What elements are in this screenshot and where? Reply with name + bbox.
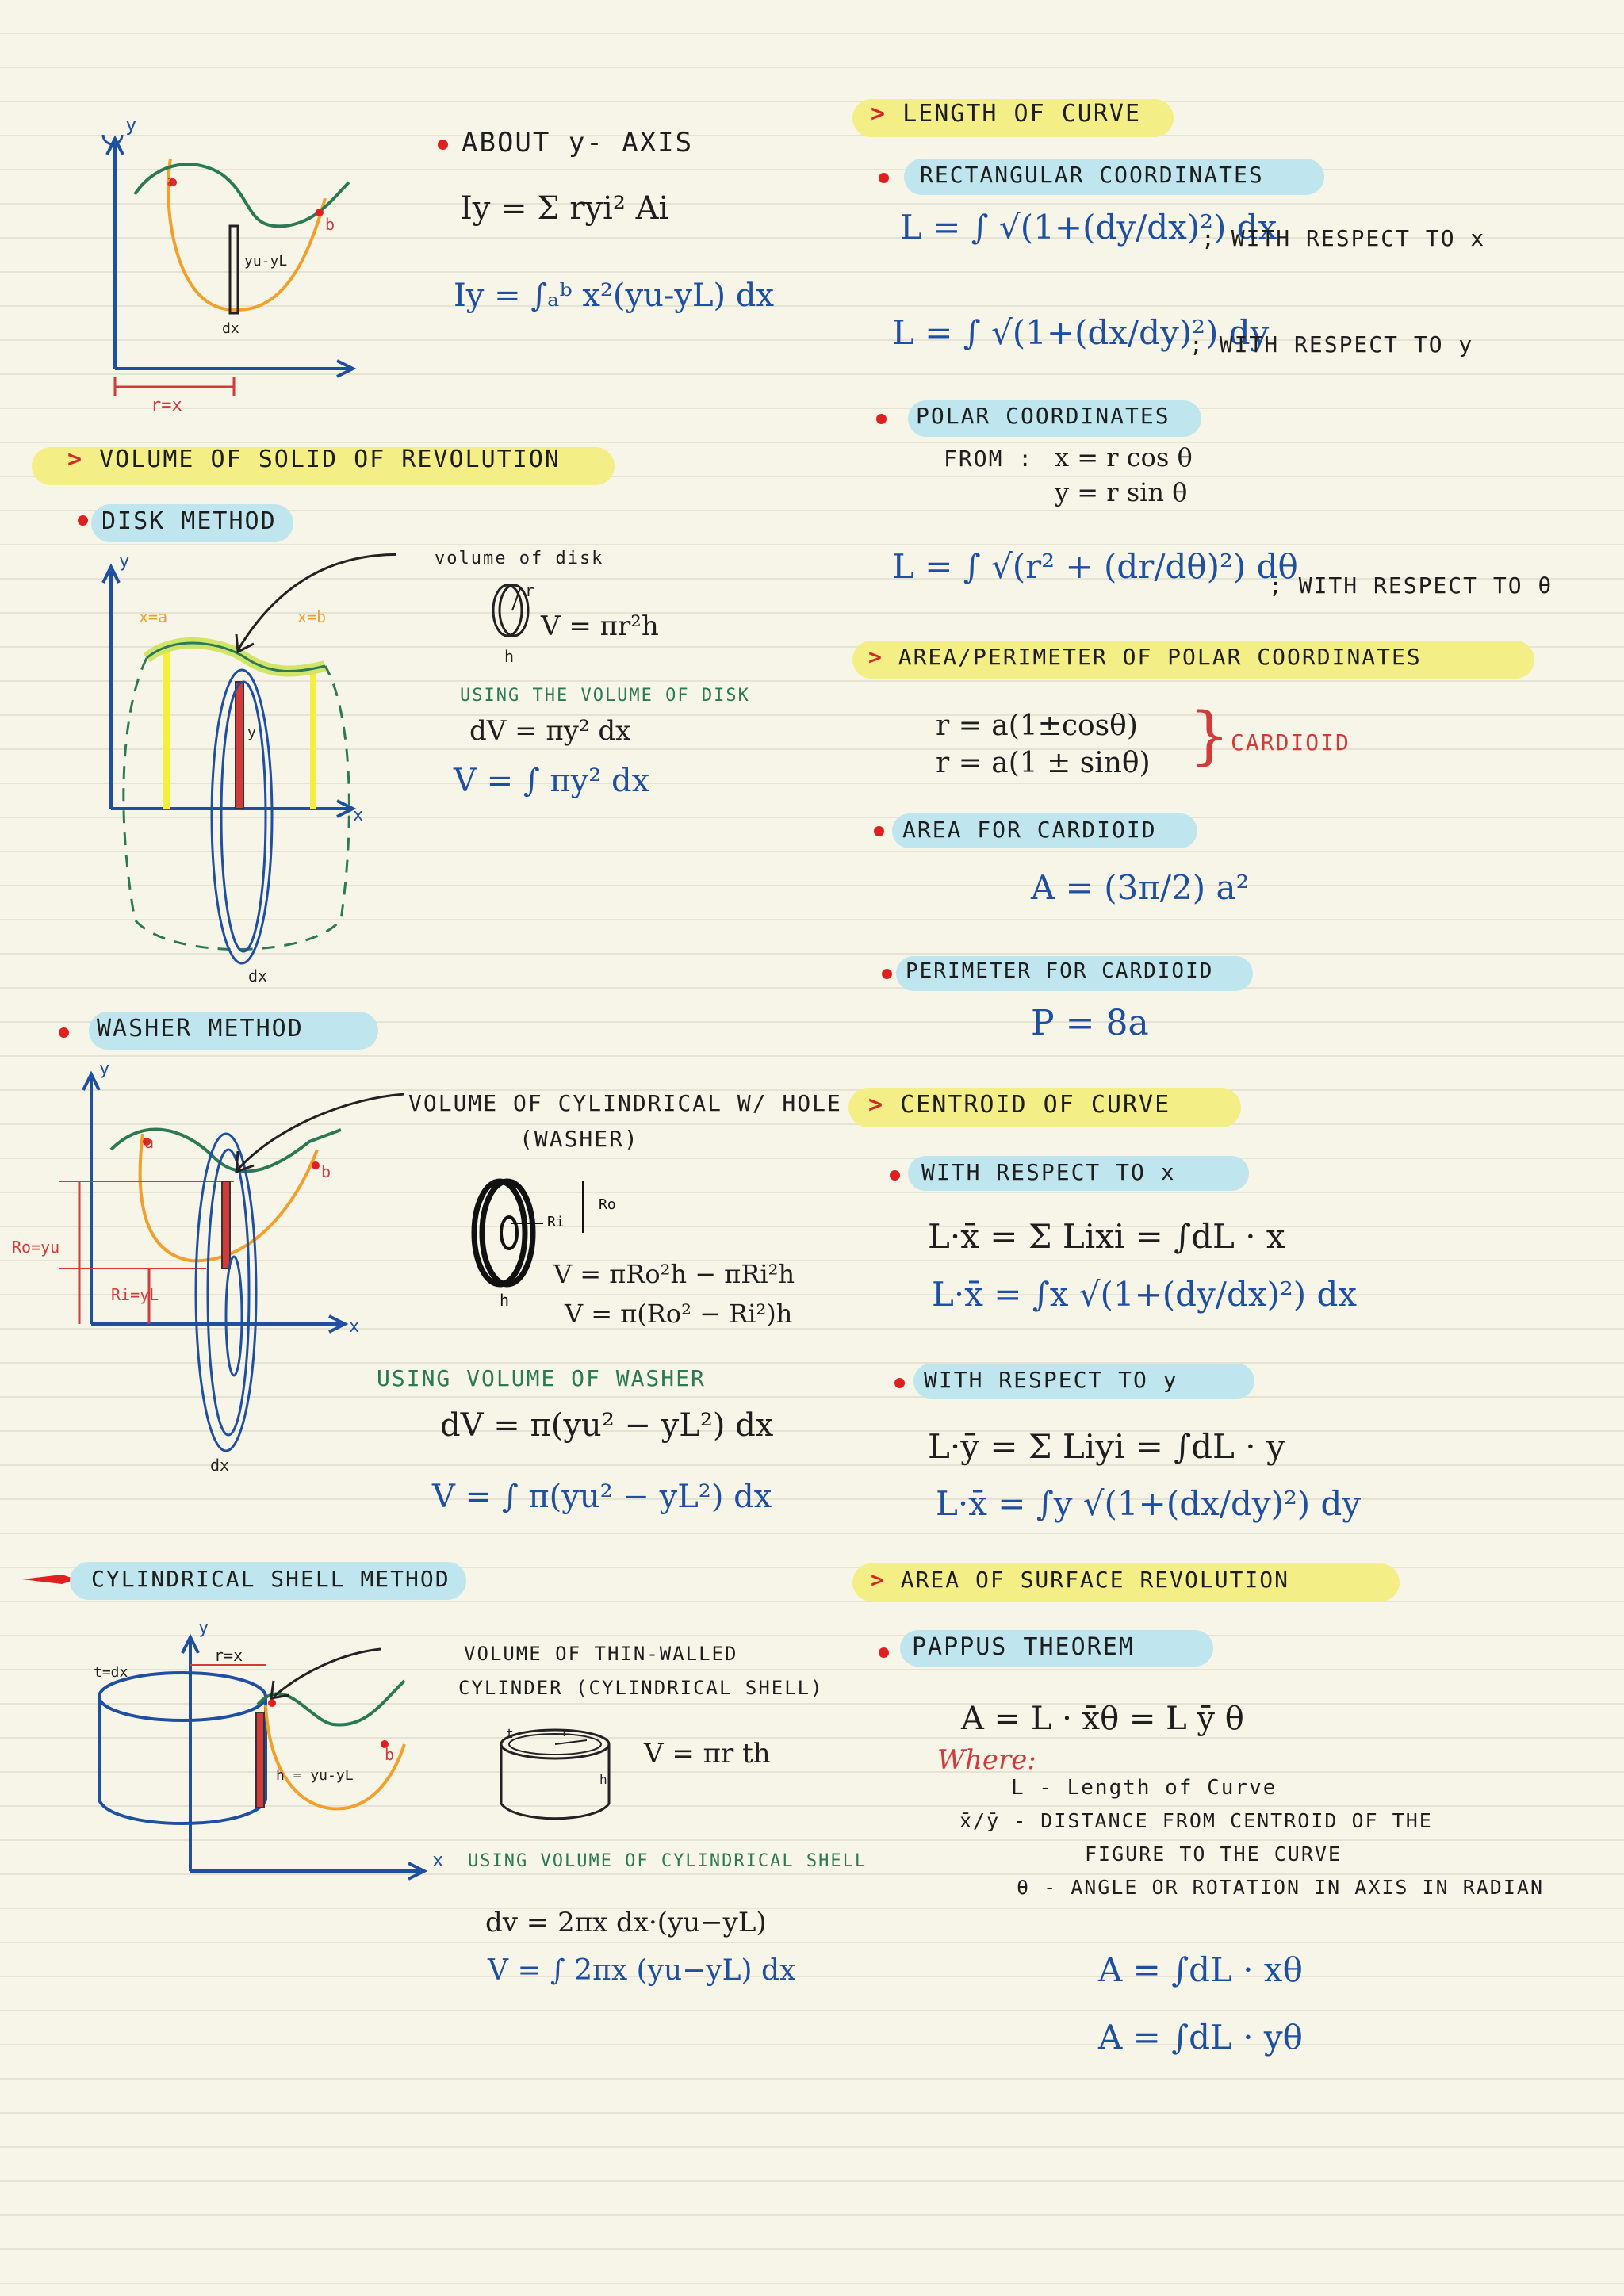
using-washer-label: USING VOLUME OF WASHER	[377, 1365, 706, 1391]
pappus-formula: A = L · x̄θ = L ȳ θ	[961, 1701, 1244, 1737]
section-arrow-icon: >	[868, 644, 883, 670]
bullet-dot	[78, 515, 88, 526]
cardioid-brace: }	[1189, 698, 1230, 772]
about-y-axis-heading: ABOUT y- AXIS	[462, 127, 694, 159]
t-equals-dx-label: t=dx	[94, 1664, 128, 1681]
ri-small-label: Ri	[547, 1214, 565, 1230]
shell-dv-formula: dv = 2πx dx·(yu−yL)	[485, 1907, 767, 1938]
shell-volume-label-2: CYLINDER (CYLINDRICAL SHELL)	[458, 1677, 824, 1699]
dx-label: dx	[222, 320, 239, 337]
disk-method-heading: DISK METHOD	[102, 507, 277, 535]
def-distance-cont: FIGURE TO THE CURVE	[1085, 1843, 1342, 1866]
axis-x-label: x	[353, 806, 364, 825]
surface-title-text: AREA OF SURFACE REVOLUTION	[900, 1567, 1290, 1593]
centroid-y-formula-2: L·x̄ = ∫y √(1+(dx/dy)²) dy	[936, 1484, 1362, 1523]
point-b-label: b	[325, 215, 335, 234]
bullet-dot	[438, 140, 448, 150]
def-distance: x̄/ȳ - DISTANCE FROM CENTROID OF THE	[959, 1809, 1433, 1832]
area-cardioid-formula: A = (3π/2) a²	[1031, 868, 1250, 907]
volume-of-disk-label: volume of disk	[435, 549, 604, 568]
from-label: FROM :	[944, 446, 1034, 472]
bullet-dot	[59, 1027, 69, 1038]
section-arrow-icon: >	[871, 100, 887, 128]
length-title	[871, 100, 1141, 128]
rectangular-coordinates-heading: RECTANGULAR COORDINATES	[920, 162, 1264, 188]
from-y-equation: y = r sin θ	[1055, 477, 1188, 507]
bullet-dot	[882, 969, 892, 979]
washer-method-diagram	[8, 1054, 404, 1475]
shell-volume-formula: V = πr th	[644, 1738, 771, 1770]
point-a-label: a	[167, 171, 177, 190]
axis-y-label: y	[119, 552, 130, 572]
point-a-label: a	[144, 1133, 155, 1152]
polar-coordinates-heading: POLAR COORDINATES	[916, 403, 1170, 429]
washer-dv-formula: dV = π(yu² − yL²) dx	[440, 1407, 774, 1444]
length-note-y: ; WITH RESPECT TO y	[1189, 331, 1474, 358]
ri-equals-yl-label: Ri=yL	[111, 1285, 159, 1304]
point-b-label: b	[321, 1162, 331, 1181]
strip-y-label: y	[247, 725, 256, 741]
bullet-dot	[876, 414, 887, 424]
disk-v-formula: V = ∫ πy² dx	[454, 763, 650, 799]
cardioid-label: CARDIOID	[1231, 729, 1350, 756]
centroid-y-formula-1: L·ȳ = Σ Liyi = ∫dL · y	[928, 1427, 1285, 1466]
length-note-theta: ; WITH RESPECT TO θ	[1269, 572, 1553, 599]
cardioid-eq-2: r = a(1 ± sinθ)	[936, 747, 1151, 779]
vsr-title	[67, 446, 561, 473]
axis-y-label: y	[125, 113, 137, 136]
shell-r-label: r	[561, 1724, 569, 1739]
r-equals-x-label: r=x	[214, 1646, 243, 1665]
def-length: L - Length of Curve	[1011, 1776, 1277, 1800]
x-equals-b-label: x=b	[297, 607, 327, 626]
washer-formula-2: V = π(Ro² − Ri²)h	[565, 1299, 793, 1329]
disk-dv-formula: dV = πy² dx	[469, 715, 631, 747]
length-title-text: LENGTH OF CURVE	[902, 100, 1142, 128]
bullet-dot	[879, 1647, 889, 1658]
washer-method-heading: WASHER METHOD	[97, 1015, 304, 1043]
shell-volume-label-1: VOLUME OF THIN-WALLED	[464, 1643, 738, 1665]
length-formula-x: L = ∫ √(1+(dy/dx)²) dx	[900, 208, 1277, 247]
moment-sum-formula: Iy = Σ ryi² Ai	[460, 190, 669, 227]
centroid-title	[868, 1091, 1170, 1119]
shell-t-label: t	[506, 1726, 514, 1741]
washer-sketch	[464, 1169, 630, 1312]
perimeter-cardioid-heading: PERIMETER FOR CARDIOID	[906, 959, 1214, 983]
pappus-heading: PAPPUS THEOREM	[912, 1633, 1135, 1661]
using-shell-label: USING VOLUME OF CYLINDRICAL SHELL	[468, 1851, 868, 1871]
shell-x-axis-label: x	[432, 1849, 446, 1871]
washer-v-formula: V = ∫ π(yu² − yL²) dx	[432, 1479, 772, 1515]
washer-h-label: h	[500, 1291, 510, 1310]
bullet-dot	[894, 1378, 905, 1388]
point-b-label: b	[385, 1745, 395, 1764]
shell-v-formula: V = ∫ 2πx (yu−yL) dx	[488, 1954, 796, 1987]
centroid-title-text: CENTROID OF CURVE	[900, 1091, 1171, 1119]
wrt-y-heading: WITH RESPECT TO y	[924, 1367, 1178, 1393]
area-cardioid-heading: AREA FOR CARDIOID	[902, 817, 1157, 843]
wrt-x-heading: WITH RESPECT TO x	[921, 1159, 1176, 1185]
def-angle: θ - ANGLE OR ROTATION IN AXIS IN RADIAN	[1017, 1876, 1544, 1899]
surface-formula-x: A = ∫dL · xθ	[1098, 1950, 1303, 1989]
vsr-title-text: VOLUME OF SOLID OF REVOLUTION	[99, 446, 561, 473]
strip-label: yu-yL	[244, 253, 288, 270]
shell-sketch	[492, 1720, 619, 1823]
section-arrow-icon: >	[67, 446, 84, 473]
length-formula-theta: L = ∫ √(r² + (dr/dθ)²) dθ	[892, 547, 1298, 586]
ro-equals-yu-label: Ro=yu	[12, 1238, 60, 1257]
length-note-x: ; WITH RESPECT TO x	[1201, 225, 1486, 251]
length-formula-y: L = ∫ √(1+(dx/dy)²) dy	[892, 313, 1270, 352]
using-disk-label: USING THE VOLUME OF DISK	[460, 686, 750, 706]
from-x-equation: x = r cos θ	[1055, 442, 1193, 473]
bullet-dot	[874, 826, 884, 836]
cardioid-eq-1: r = a(1±cosθ)	[936, 710, 1138, 742]
area-polar-title	[868, 644, 1422, 670]
washer-formula-1: V = πRo²h − πRi²h	[553, 1259, 795, 1289]
x-equals-a-label: x=a	[139, 607, 168, 626]
shell-h-label: h = yu-yL	[276, 1767, 354, 1784]
about-y-axis-diagram	[87, 111, 373, 412]
washer-volume-label-1: VOLUME OF CYLINDRICAL W/ HOLE	[408, 1090, 842, 1116]
axis-y-label: y	[99, 1059, 110, 1079]
moment-integral-formula: Iy = ∫ₐᵇ x²(yu-yL) dx	[454, 277, 775, 314]
disk-r-label: r	[525, 581, 535, 600]
washer-volume-label-2: (WASHER)	[519, 1126, 639, 1152]
disk-volume-formula: V = πr²h	[541, 610, 659, 642]
axis-x-label: x	[349, 1317, 360, 1337]
centroid-x-formula-2: L·x̄ = ∫x √(1+(dy/dx)²) dx	[932, 1275, 1358, 1314]
ro-small-label: Ro	[599, 1196, 616, 1213]
axis-y-label: y	[198, 1618, 209, 1638]
where-label: Where:	[937, 1744, 1036, 1776]
bullet-dot	[879, 173, 889, 183]
bullet-dot	[890, 1170, 900, 1181]
perimeter-cardioid-formula: P = 8a	[1031, 1003, 1149, 1043]
surface-formula-y: A = ∫dL · yθ	[1098, 2018, 1303, 2057]
surface-title	[871, 1567, 1289, 1593]
dx-label: dx	[210, 1456, 230, 1475]
area-polar-title-text: AREA/PERIMETER OF POLAR COORDINATES	[898, 644, 1422, 670]
dx-label: dx	[248, 966, 268, 985]
shell-h-small-label: h	[599, 1772, 607, 1787]
disk-method-diagram	[79, 547, 396, 991]
shell-method-heading: CYLINDRICAL SHELL METHOD	[91, 1566, 450, 1592]
r-equals-x-label: r=x	[151, 396, 182, 412]
section-arrow-icon: >	[871, 1567, 886, 1593]
centroid-x-formula-1: L·x̄ = Σ Lixi = ∫dL · x	[928, 1217, 1285, 1256]
section-arrow-icon: >	[868, 1091, 885, 1119]
disk-h-label: h	[504, 647, 515, 666]
